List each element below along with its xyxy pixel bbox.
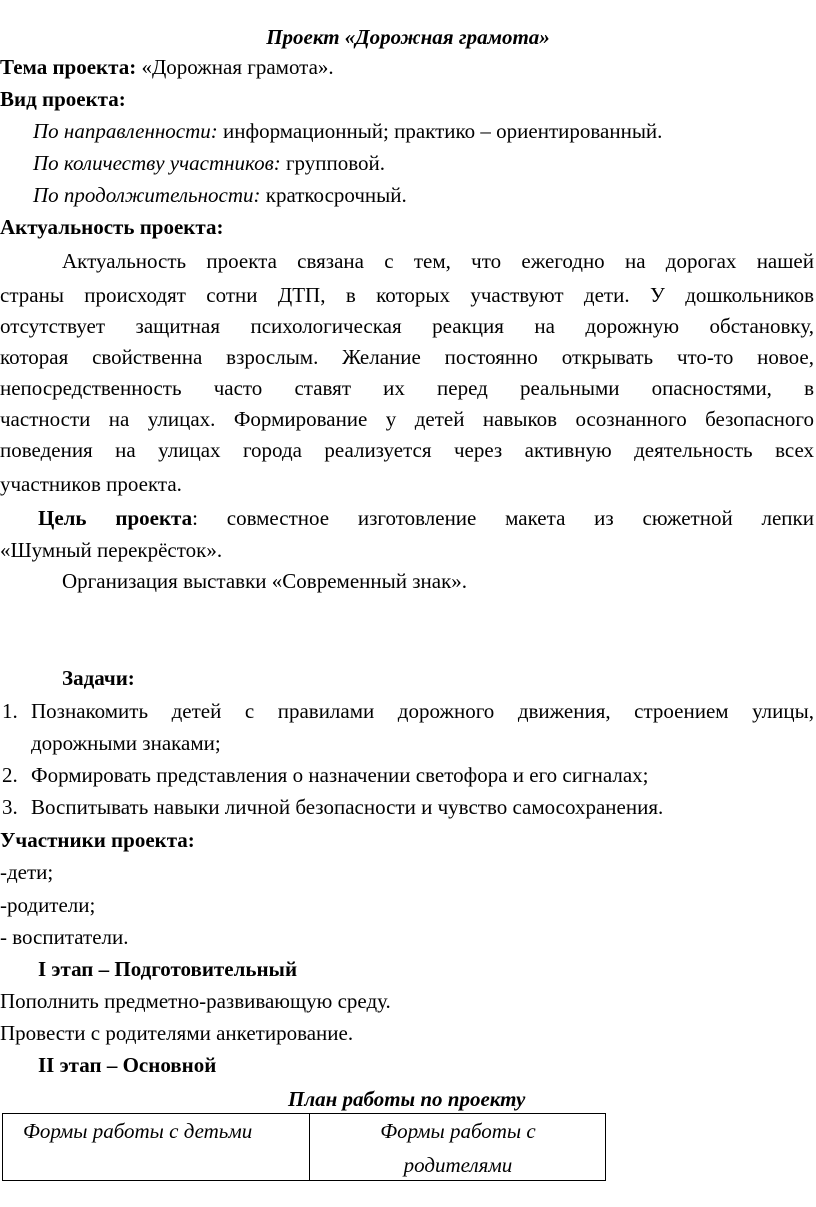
relevance-line: которая свойственна взрослым. Желание постоянно открывать что-то новое, xyxy=(0,345,814,369)
duration-value: краткосрочный. xyxy=(260,183,407,207)
goal-line-2: «Шумный перекрёсток». xyxy=(0,538,223,562)
goal-label: Цель проекта xyxy=(38,506,193,530)
relevance-line: страны происходят сотни ДТП, в которых участвуют дети. У дошкольников xyxy=(0,283,814,307)
task-number: 3. xyxy=(2,795,18,819)
relevance-line: непосредственность часто ставят их перед реальными опасностями, в xyxy=(0,376,814,400)
tasks-label: Задачи: xyxy=(62,666,135,690)
task-number: 1. xyxy=(2,699,18,723)
relevance-line: поведения на улицах города реализуется через активную деятельность всех xyxy=(0,438,814,462)
task-item-3: Воспитывать навыки личной безопасности и чувство самосохранения. xyxy=(31,795,664,819)
table-header-children xyxy=(3,1114,309,1182)
duration-line xyxy=(33,180,816,210)
plan-title: План работы по проекту xyxy=(288,1087,526,1111)
task-item-1-cont: дорожными знаками; xyxy=(31,731,221,755)
relevance-line: участников проекта. xyxy=(0,472,182,496)
table-header-parents xyxy=(310,1114,606,1182)
theme-line xyxy=(0,52,816,82)
stage2-label: II этап – Основной xyxy=(38,1053,217,1077)
participant-item: - воспитатели. xyxy=(0,925,129,949)
stage1-label: I этап – Подготовительный xyxy=(38,957,298,981)
goal-line-3: Организация выставки «Современный знак». xyxy=(62,569,468,593)
participants-count-value: групповой. xyxy=(280,151,386,175)
task-number: 2. xyxy=(2,763,18,787)
relevance-line: частности на улицах. Формирование у детей навыков осознанного безопасного xyxy=(0,407,814,431)
task-item-2: Формировать представления о назначении светофора и его сигналах; xyxy=(31,763,649,787)
participants-count-line xyxy=(33,148,816,178)
relevance-line: Актуальность проекта связана с тем, что ежегодно на дорогах нашей xyxy=(62,249,814,273)
task-item-1: Познакомить детей с правилами дорожного движения, строением улицы, xyxy=(31,699,814,723)
theme-value: «Дорожная грамота». xyxy=(136,55,334,79)
relevance-label: Актуальность проекта: xyxy=(0,215,224,239)
participant-item: -родители; xyxy=(0,893,96,917)
table-header-parents-line1: Формы работы с xyxy=(380,1119,536,1143)
direction-value: информационный; практико – ориентированный. xyxy=(217,119,663,143)
participants-count-label: По количеству участников: xyxy=(33,151,281,175)
direction-line xyxy=(33,116,816,146)
stage1-line: Пополнить предметно-развивающую среду. xyxy=(0,989,391,1013)
table-header-children-label: Формы работы с детьми xyxy=(23,1119,253,1143)
direction-label: По направленности: xyxy=(33,119,218,143)
theme-label: Тема проекта: xyxy=(0,55,137,79)
relevance-line: отсутствует защитная психологическая реакция на дорожную обстановку, xyxy=(0,314,814,338)
stage1-line: Провести с родителями анкетирование. xyxy=(0,1021,354,1045)
goal-line xyxy=(38,503,814,533)
participants-label: Участники проекта: xyxy=(0,828,195,852)
participant-item: -дети; xyxy=(0,860,54,884)
goal-text: : совместное изготовление макета из сюжетной лепки xyxy=(192,506,814,530)
page-title: Проект «Дорожная грамота» xyxy=(266,25,550,49)
type-label: Вид проекта: xyxy=(0,87,126,111)
plan-table xyxy=(2,1113,606,1181)
duration-label: По продолжительности: xyxy=(33,183,261,207)
table-header-parents-line2: родителями xyxy=(403,1153,513,1177)
